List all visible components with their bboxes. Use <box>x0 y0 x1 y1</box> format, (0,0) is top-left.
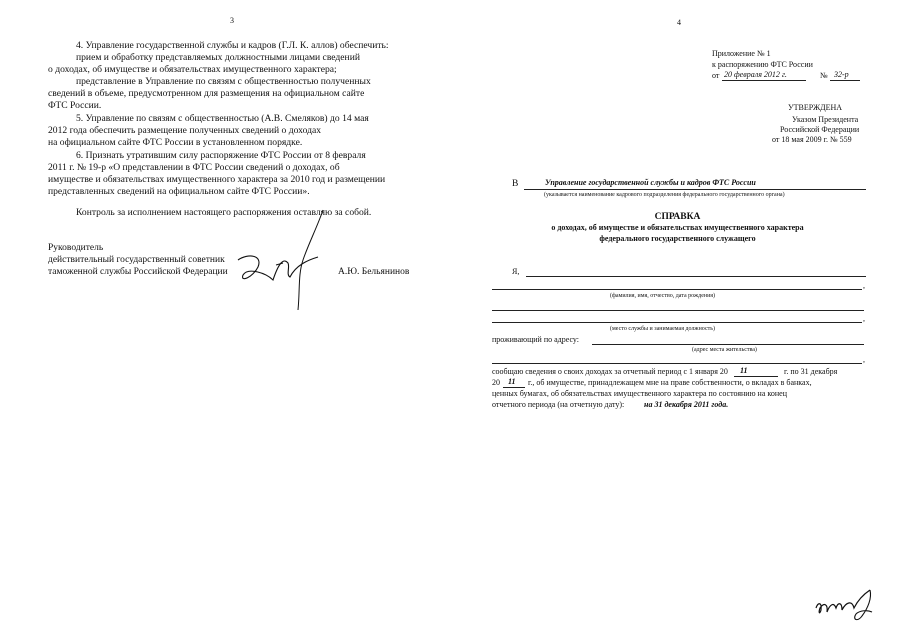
signer-name: А.Ю. Бельянинов <box>338 267 410 277</box>
recipient-value: Управление государственной службы и кадров ФТС России <box>545 178 756 187</box>
appendix-date: 20 февраля 2012 г. <box>724 70 787 79</box>
name-hint: (фамилия, имя, отчество, дата рождения) <box>610 293 716 299</box>
control-text: Контроль за исполнением настоящего распоряжения оставляю за собой. <box>76 207 372 218</box>
approved-label: УТВЕРЖДЕНА <box>788 103 843 112</box>
item-6 <box>48 150 418 198</box>
declarant-label: Я, <box>512 267 520 276</box>
appendix-date-underline <box>722 80 806 81</box>
item-4-line: 4. Управление государственной службы и кадров (Г.Л. К. аллов) обеспечить: <box>76 40 389 51</box>
comma: , <box>863 355 865 364</box>
item-6-line: имуществе и обязательствах имущественного характера за 2010 год и размещении <box>48 174 386 185</box>
item-5-line: 2012 года обеспечить размещение полученных сведений о доходах <box>48 125 322 136</box>
report-text: ценных бумагах, об обязательствах имущественного характера по состоянию на конец <box>492 389 787 398</box>
declarant-line-2 <box>492 289 862 290</box>
item-5 <box>48 113 418 149</box>
item-4-line: о доходах, об имуществе и обязательствах имущественного характера; <box>48 64 337 75</box>
report-text: г. по 31 декабря <box>784 367 838 376</box>
appendix-reference: к распоряжению ФТС России <box>712 60 813 69</box>
item-4-line: представление в Управление по связям с общественностью полученных <box>76 76 371 87</box>
report-year-underline <box>734 376 778 377</box>
report-year: 11 <box>508 377 516 386</box>
appendix-order-number: 32-р <box>834 70 849 79</box>
address-label: проживающий по адресу: <box>492 335 580 344</box>
address-line <box>592 344 864 345</box>
appendix-number-underline <box>830 80 860 81</box>
workplace-line-2 <box>492 322 862 323</box>
initials-signature <box>812 586 882 626</box>
approved-decree: от 18 мая 2009 г. № 559 <box>772 135 852 144</box>
page-number: 4 <box>677 18 681 27</box>
report-text: отчетного периода (на отчетную дату): <box>492 400 625 409</box>
left-page <box>0 0 450 640</box>
form-subtitle-2: федерального государственного служащего <box>599 234 756 243</box>
report-text: сообщаю сведения о своих доходах за отчетный период с 1 января 20 <box>492 367 728 376</box>
form-title: СПРАВКА <box>654 212 701 222</box>
page-number: 3 <box>230 16 234 25</box>
item-4-line: сведений в объеме, предусмотренном для размещения на официальном сайте <box>48 88 365 99</box>
right-page <box>450 0 905 640</box>
item-4-line: прием и обработку представляемых должностными лицами сведений <box>76 52 360 63</box>
appendix-number-label: № <box>820 71 828 80</box>
appendix-from: от <box>712 71 720 80</box>
form-subtitle: о доходах, об имуществе и обязательствах имущественного характера <box>551 223 804 232</box>
approved-by-country: Российской Федерации <box>780 125 860 134</box>
workplace-hint: (место службы и занимаемая должность) <box>610 326 715 332</box>
appendix-number: Приложение № 1 <box>712 49 771 58</box>
item-6-line: представленных сведений на официальном сайте ФТС России». <box>48 186 310 197</box>
comma: , <box>863 281 865 290</box>
recipient-label: В <box>512 179 519 189</box>
handwritten-signature <box>228 205 348 315</box>
address-hint: (адрес места жительства) <box>692 347 757 353</box>
item-5-line: 5. Управление по связям с общественностью (А.В. Смеляков) до 14 мая <box>76 113 369 124</box>
approved-by: Указом Президента <box>792 115 859 124</box>
recipient-hint: (указывается наименование кадрового подразделения федерального государственного органа) <box>544 192 785 198</box>
report-text: г., об имуществе, принадлежащем мне на праве собственности, о вкладах в банках, <box>528 378 812 387</box>
item-4 <box>48 40 418 112</box>
item-5-line: на официальном сайте ФТС России в установленном порядке. <box>48 137 303 148</box>
signer-rank: действительный государственный советник <box>48 255 225 265</box>
declarant-line <box>526 276 866 277</box>
recipient-underline <box>524 189 866 190</box>
workplace-line <box>492 310 864 311</box>
signer-service: таможенной службы Российской Федерации <box>48 267 228 277</box>
signer-title: Руководитель <box>48 243 104 253</box>
address-line-2 <box>492 363 862 364</box>
report-year-underline <box>503 387 525 388</box>
report-text: 20 <box>492 378 500 387</box>
report-date: на 31 декабря 2011 года. <box>644 400 729 409</box>
comma: , <box>863 314 865 323</box>
item-6-line: 6. Признать утратившим силу распоряжение ФТС России от 8 февраля <box>76 150 366 161</box>
item-4-line: ФТС России. <box>48 100 102 111</box>
item-6-line: 2011 г. № 19-р «О представлении в ФТС России сведений о доходах, об <box>48 162 340 173</box>
report-year: 11 <box>740 366 748 375</box>
